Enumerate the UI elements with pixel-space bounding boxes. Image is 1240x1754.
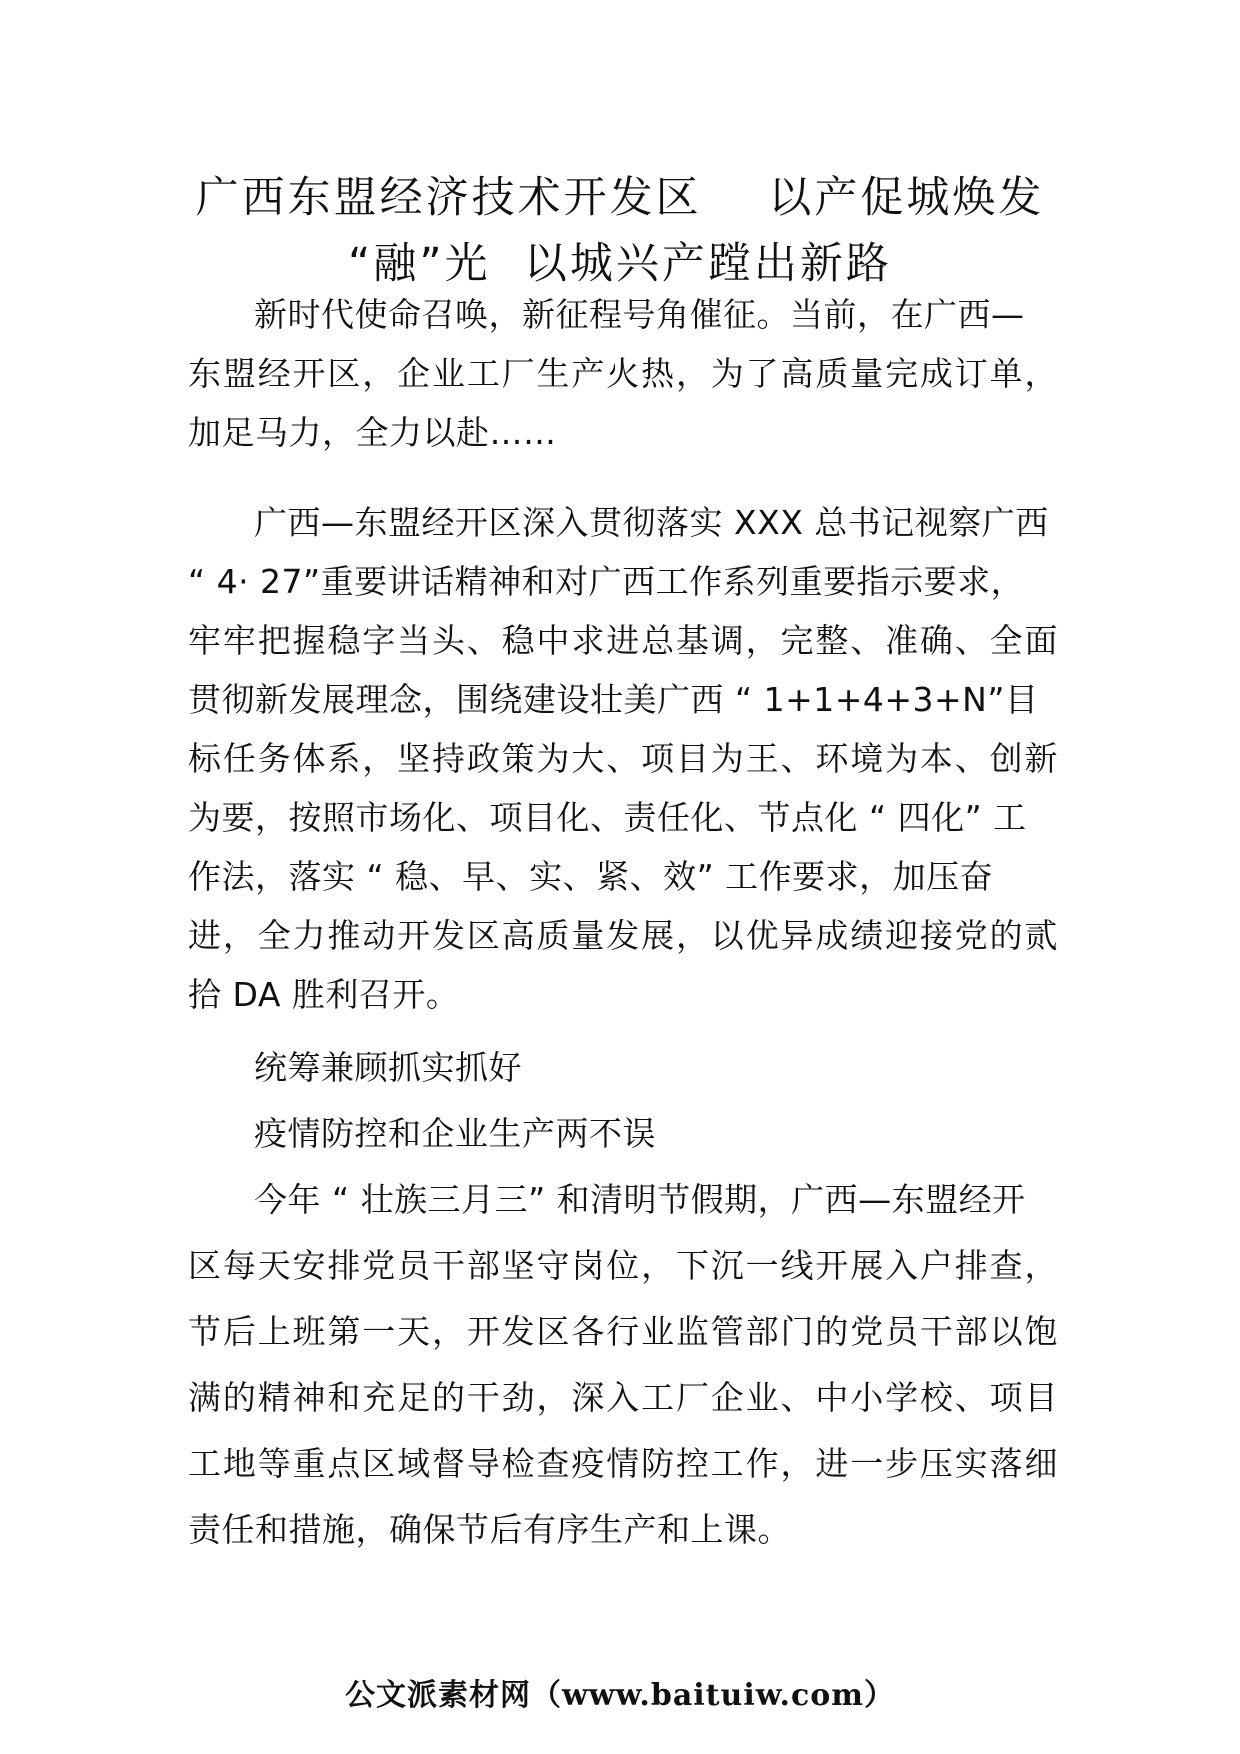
paragraph-3-line-5: 工地等重点区域督导检查疫情防控工作，进一步压实落细 xyxy=(188,1444,1058,1483)
paragraph-2-line-1: 广西—东盟经开区深入贯彻落实 XXX 总书记视察广西 xyxy=(254,503,1049,542)
subheading-line-2: 疫情防控和企业生产两不误 xyxy=(254,1114,656,1153)
paragraph-1-line-1: 新时代使命召唤，新征程号角催征。当前，在广西— xyxy=(254,295,1025,334)
footer-watermark-text: 公文派素材网（www.baituiw.com） xyxy=(344,1678,896,1713)
document-title-line-1: 广西东盟经济技术开发区 以产促城焕发 xyxy=(195,173,1045,223)
paragraph-3-line-2: 区每天安排党员干部坚守岗位，下沉一线开展入户排查， xyxy=(188,1246,1058,1285)
paragraph-2-line-8: 进，全力推动开发区高质量发展，以优异成绩迎接党的贰 xyxy=(188,916,1058,955)
paragraph-2-line-5: 标任务体系，坚持政策为大、项目为王、环境为本、创新 xyxy=(188,739,1058,778)
paragraph-3-line-3: 节后上班第一天，开发区各行业监管部门的党员干部以饱 xyxy=(188,1312,1058,1351)
paragraph-3-line-4: 满的精神和充足的干劲，深入工厂企业、中小学校、项目 xyxy=(188,1378,1058,1417)
paragraph-3-line-6: 责任和措施，确保节后有序生产和上课。 xyxy=(188,1510,791,1549)
paragraph-3-line-1: 今年 “ 壮族三月三” 和清明节假期，广西—东盟经开 xyxy=(254,1180,1026,1219)
document-title-line-2: “融”光 以城兴产蹚出新路 xyxy=(348,239,892,289)
paragraph-2-line-9: 拾 DA 胜利召开。 xyxy=(188,975,460,1014)
paragraph-2-line-4: 贯彻新发展理念，围绕建设壮美广西 “ 1+1+4+3+N”目 xyxy=(188,680,1039,719)
paragraph-2-line-7: 作法，落实 “ 稳、早、实、紧、效” 工作要求，加压奋 xyxy=(188,857,994,896)
paragraph-2-line-2: “ 4· 27”重要讲话精神和对广西工作系列重要指示要求， xyxy=(188,562,1025,601)
subheading-line-1: 统筹兼顾抓实抓好 xyxy=(254,1048,522,1087)
paragraph-1-line-2: 东盟经开区，企业工厂生产火热，为了高质量完成订单， xyxy=(188,354,1058,393)
paragraph-1-line-3: 加足马力，全力以赴…… xyxy=(188,413,557,452)
paragraph-2-line-6: 为要，按照市场化、项目化、责任化、节点化 “ 四化” 工 xyxy=(188,798,1027,837)
paragraph-2-line-3: 牢牢把握稳字当头、稳中求进总基调，完整、准确、全面 xyxy=(188,621,1058,660)
